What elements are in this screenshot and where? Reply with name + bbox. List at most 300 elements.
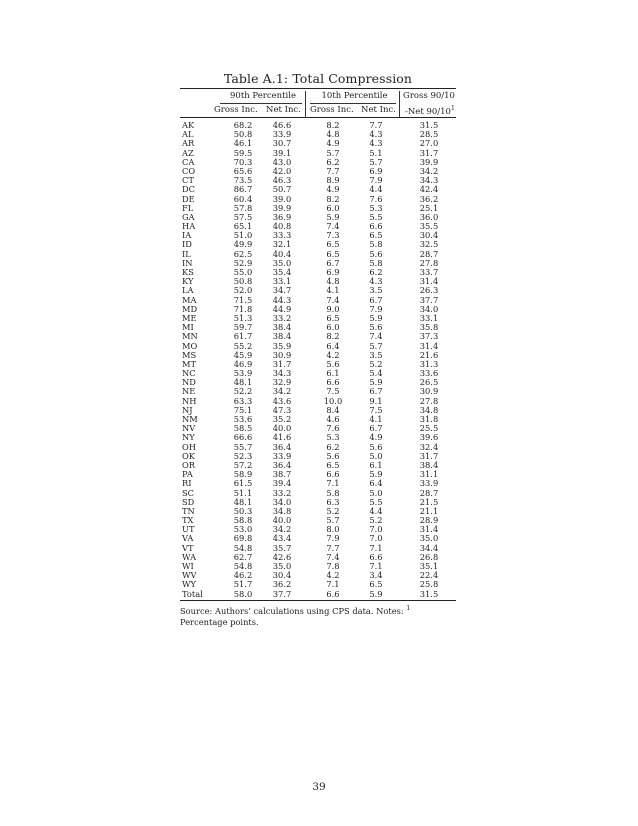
cell-gross-90: 49.9 [233,239,253,250]
cell-state: RI [182,478,192,489]
header-net-inc-10: Net Inc. [361,105,396,115]
table-row [180,507,456,516]
cell-gap: 31.8 [419,414,439,424]
cell-gross-10: 5.7 [326,147,340,158]
cell-net-90: 30.4 [272,570,292,581]
cell-gross-10: 7.7 [326,542,340,553]
cell-net-90: 40.8 [272,221,292,232]
cell-gap: 21.1 [419,505,439,516]
cell-net-90: 33.9 [272,450,292,461]
cell-state: OK [182,450,196,461]
cell-gross-90: 57.5 [233,211,253,222]
cell-net-90: 46.3 [272,175,292,186]
column-separator-1 [305,91,306,117]
cell-gap: 27.8 [419,395,439,406]
cell-gross-10: 4.2 [326,570,340,581]
cell-state: IL [182,248,191,259]
cell-state: TX [182,515,194,526]
cell-gap: 27.0 [419,138,439,149]
cell-net-10: 5.2 [369,358,383,369]
header-gap-line1: Gross 90/10 [403,91,455,101]
cell-net-90: 35.0 [272,257,292,268]
cell-gross-10: 8.9 [326,175,340,186]
cell-net-90: 39.0 [272,193,292,204]
header-90th-percentile: 90th Percentile [230,91,296,101]
cell-gross-90: 59.5 [233,147,253,158]
cell-gross-10: 6.3 [326,496,340,507]
cell-net-10: 6.7 [369,386,383,397]
cell-state: NY [182,432,195,443]
cell-net-90: 33.2 [272,487,292,498]
cell-net-10: 5.9 [369,312,383,323]
table-row [180,461,456,470]
cell-net-90: 35.9 [272,340,292,351]
table-row [180,544,456,553]
header-underline-10 [310,103,396,104]
cell-net-10: 5.2 [369,515,383,526]
cell-net-10: 5.0 [369,450,383,461]
cell-net-10: 3.4 [369,570,383,581]
table-row [180,185,456,194]
cell-gross-10: 7.4 [326,221,340,232]
cell-net-10: 9.1 [369,395,383,406]
cell-gross-10: 6.6 [326,377,340,388]
cell-net-10: 5.9 [369,377,383,388]
header-10th-percentile: 10th Percentile [321,91,388,101]
cell-state: WV [182,570,197,581]
cell-state: WA [182,551,197,562]
cell-net-90: 40.0 [272,423,292,434]
cell-gross-90: 62.7 [233,551,253,562]
cell-state: IA [182,230,192,241]
table-row [180,378,456,387]
cell-gross-90: 63.3 [233,395,253,406]
cell-gross-90: 52.2 [233,386,253,397]
cell-net-90: 33.9 [272,129,292,140]
cell-state: DE [182,193,195,204]
cell-state: ND [182,377,196,388]
cell-state: LA [182,285,194,296]
cell-gross-90: 65.1 [233,221,253,232]
cell-gross-90: 58.5 [233,423,253,434]
bottom-rule [180,600,456,601]
cell-gross-10: 6.2 [326,441,340,452]
cell-net-90: 34.7 [272,285,292,296]
cell-gross-10: 7.4 [326,551,340,562]
cell-net-90: 32.1 [272,239,292,250]
table-row [180,433,456,442]
cell-gross-10: 7.4 [326,294,340,305]
cell-gap: 33.6 [419,368,439,379]
cell-net-90: 43.4 [272,533,292,544]
cell-gross-90: 58.0 [233,588,253,599]
cell-gross-90: 69.8 [233,533,253,544]
cell-net-10: 6.6 [369,551,383,562]
cell-gross-10: 4.2 [326,349,340,360]
cell-net-90: 43.0 [272,156,292,167]
cell-state: NM [182,414,198,424]
page-number: 39 [312,781,326,793]
table-body [180,118,456,600]
cell-gap: 25.1 [419,202,439,213]
table-row [180,158,456,167]
cell-gross-10: 6.9 [326,267,340,277]
cell-state: GA [182,211,195,222]
cell-state: ME [182,312,197,323]
cell-state: NC [182,368,196,379]
table-row [180,305,456,314]
cell-state: ID [182,239,192,250]
cell-state: AR [182,138,195,149]
cell-net-10: 6.4 [369,478,383,489]
cell-gross-10: 6.6 [326,588,340,599]
cell-gross-10: 4.8 [326,129,340,140]
table-row [180,498,456,507]
cell-gross-10: 6.6 [326,469,340,480]
column-separator-2 [399,91,400,117]
cell-gross-10: 7.6 [326,423,340,434]
cell-net-90: 40.4 [272,248,292,259]
table-row [180,314,456,323]
cell-state: IN [182,257,193,268]
cell-gross-90: 53.0 [233,524,253,535]
cell-gross-90: 51.7 [233,579,253,590]
table-row [180,121,456,130]
table-row [180,590,456,599]
cell-gap: 28.9 [419,515,439,526]
cell-gross-10: 5.3 [326,432,340,443]
table-row [180,351,456,360]
table-row [180,195,456,204]
cell-gap: 28.7 [419,487,439,498]
cell-net-10: 5.9 [369,588,383,599]
cell-gap: 34.3 [419,175,439,186]
cell-gap: 26.8 [419,551,439,562]
cell-gap: 32.4 [419,441,439,452]
cell-gross-10: 6.4 [326,340,340,351]
cell-net-90: 35.4 [272,267,292,277]
cell-net-10: 7.0 [369,524,383,535]
table-note: Source: Authors’ calculations using CPS data. Notes: $^1$ Percentage points. [180,604,411,627]
header-net-inc-90: Net Inc. [266,105,301,115]
table-row [180,387,456,396]
header-gross-inc-90: Gross Inc. [214,105,258,115]
cell-gap: 38.4 [419,459,439,470]
cell-net-10: 7.4 [369,331,383,342]
cell-net-90: 38.4 [272,322,292,333]
cell-state: MI [182,322,194,333]
table-row [180,250,456,259]
cell-net-10: 7.1 [369,561,383,571]
cell-gross-90: 54.8 [233,561,253,571]
cell-gap: 37.7 [419,294,439,305]
cell-state: FL [182,202,194,213]
cell-net-10: 6.9 [369,165,383,176]
cell-gap: 39.9 [419,156,439,167]
cell-state: AL [182,129,194,140]
cell-net-90: 41.6 [272,432,292,443]
cell-state: KS [182,267,194,277]
cell-state: MO [182,340,198,351]
table-row [180,424,456,433]
cell-gross-10: 7.1 [326,478,340,489]
cell-gross-90: 70.3 [233,156,253,167]
table-header [180,89,456,117]
table-row [180,286,456,295]
cell-gross-90: 58.8 [233,515,253,526]
cell-gross-90: 57.2 [233,459,253,470]
table-row [180,571,456,580]
cell-gross-10: 8.2 [326,120,340,130]
cell-net-10: 4.3 [369,129,383,140]
note-footnote-mark: 1 [406,604,411,612]
cell-gross-10: 6.5 [326,312,340,323]
cell-state: NV [182,423,196,434]
cell-state: MA [182,294,197,305]
cell-net-90: 34.8 [272,505,292,516]
table-row [180,443,456,452]
cell-net-10: 6.5 [369,230,383,241]
cell-state: MS [182,349,197,360]
cell-gap: 25.8 [419,579,439,590]
cell-gross-90: 71.8 [233,303,253,314]
cell-state: OR [182,459,196,470]
cell-gap: 34.0 [419,303,439,314]
cell-gross-10: 4.9 [326,184,340,195]
cell-net-10: 5.6 [369,441,383,452]
cell-gross-10: 7.8 [326,561,340,571]
table-row [180,204,456,213]
cell-net-90: 40.0 [272,515,292,526]
cell-gross-10: 4.1 [326,285,340,296]
cell-gap: 30.4 [419,230,439,241]
table-row [180,562,456,571]
cell-gross-10: 5.6 [326,450,340,461]
cell-net-10: 5.9 [369,469,383,480]
cell-gross-90: 52.9 [233,257,253,268]
cell-gap: 21.5 [419,496,439,507]
cell-gross-90: 54.8 [233,542,253,553]
cell-state: MD [182,303,198,314]
cell-net-90: 35.2 [272,414,292,424]
cell-gap: 37.3 [419,331,439,342]
cell-net-10: 7.7 [369,120,383,130]
cell-gap: 22.4 [419,570,439,581]
cell-gross-10: 4.6 [326,414,340,424]
cell-state: Total [182,588,203,599]
cell-net-90: 39.1 [272,147,292,158]
cell-net-10: 4.1 [369,414,383,424]
cell-gap: 36.2 [419,193,439,204]
cell-net-10: 7.9 [369,175,383,186]
cell-gross-90: 60.4 [233,193,253,204]
cell-net-90: 39.9 [272,202,292,213]
cell-net-10: 5.5 [369,496,383,507]
table-row [180,277,456,286]
cell-net-90: 34.0 [272,496,292,507]
cell-state: WI [182,561,194,571]
cell-gross-90: 50.8 [233,276,253,287]
cell-gap: 34.4 [419,542,439,553]
cell-net-10: 4.4 [369,184,383,195]
cell-net-90: 30.7 [272,138,292,149]
cell-gross-10: 6.5 [326,459,340,470]
table-row [180,231,456,240]
cell-net-10: 6.2 [369,267,383,277]
header-underline-90 [220,103,302,104]
cell-gap: 42.4 [419,184,439,195]
cell-gross-10: 8.2 [326,331,340,342]
cell-net-10: 5.0 [369,487,383,498]
cell-net-10: 7.6 [369,193,383,204]
cell-state: DC [182,184,196,195]
cell-net-10: 5.6 [369,248,383,259]
cell-gap: 31.4 [419,276,439,287]
table-container [180,71,456,628]
cell-gap: 25.5 [419,423,439,434]
cell-gross-90: 46.2 [233,570,253,581]
table-row [180,130,456,139]
cell-gross-90: 55.7 [233,441,253,452]
cell-gross-10: 6.2 [326,156,340,167]
cell-gap: 31.7 [419,147,439,158]
cell-gross-90: 46.1 [233,138,253,149]
cell-net-90: 44.9 [272,303,292,314]
cell-net-90: 38.4 [272,331,292,342]
table-row [180,553,456,562]
table-row [180,369,456,378]
cell-gross-10: 4.8 [326,276,340,287]
table-caption: Table A.1: Total Compression [223,71,413,86]
cell-state: VT [182,542,194,553]
cell-net-90: 37.7 [272,588,292,599]
cell-net-90: 46.6 [272,120,292,130]
cell-gross-10: 6.5 [326,248,340,259]
cell-gap: 31.4 [419,524,439,535]
cell-gross-90: 57.8 [233,202,253,213]
cell-gross-90: 51.0 [233,230,253,241]
cell-gross-90: 71.5 [233,294,253,305]
cell-gap: 33.1 [419,312,439,323]
cell-net-90: 34.3 [272,368,292,379]
cell-net-10: 6.6 [369,221,383,232]
cell-gap: 21.6 [419,349,439,360]
cell-state: WY [182,579,197,590]
cell-gross-10: 8.4 [326,404,340,415]
cell-gap: 34.2 [419,165,439,176]
cell-net-10: 4.4 [369,505,383,516]
cell-gap: 35.8 [419,322,439,333]
cell-net-10: 4.3 [369,276,383,287]
cell-gross-90: 50.3 [233,505,253,516]
table-row [180,167,456,176]
cell-net-10: 5.3 [369,202,383,213]
cell-gap: 31.4 [419,340,439,351]
cell-net-10: 7.0 [369,533,383,544]
cell-net-90: 34.2 [272,524,292,535]
cell-gap: 34.8 [419,404,439,415]
cell-state: PA [182,469,193,480]
cell-gross-90: 75.1 [233,404,253,415]
cell-state: MT [182,358,197,369]
cell-gross-10: 6.1 [326,368,340,379]
cell-gap: 31.1 [419,469,439,480]
cell-gross-10: 6.7 [326,257,340,268]
table-row [180,259,456,268]
cell-net-10: 6.1 [369,459,383,470]
table-row [180,332,456,341]
table-row [180,406,456,415]
cell-net-90: 33.3 [272,230,292,241]
cell-gross-10: 5.6 [326,358,340,369]
cell-gap: 39.6 [419,432,439,443]
cell-net-90: 35.0 [272,561,292,571]
cell-gross-10: 10.0 [323,395,343,406]
table-row [180,415,456,424]
cell-gap: 26.5 [419,377,439,388]
cell-net-90: 34.2 [272,386,292,397]
cell-net-10: 5.7 [369,340,383,351]
cell-state: AK [182,120,195,130]
cell-net-10: 3.5 [369,285,383,296]
cell-gross-10: 5.9 [326,211,340,222]
cell-gross-90: 52.0 [233,285,253,296]
cell-state: SC [182,487,195,498]
cell-state: HA [182,221,196,232]
cell-gross-10: 6.0 [326,322,340,333]
cell-net-90: 44.3 [272,294,292,305]
table-row [180,139,456,148]
cell-net-90: 36.2 [272,579,292,590]
cell-net-10: 7.5 [369,404,383,415]
cell-net-90: 36.9 [272,211,292,222]
cell-gap: 27.8 [419,257,439,268]
table-row [180,360,456,369]
cell-gross-90: 46.9 [233,358,253,369]
cell-gross-90: 45.9 [233,349,253,360]
cell-net-90: 36.4 [272,441,292,452]
cell-gap: 35.5 [419,221,439,232]
cell-gap: 31.5 [419,588,439,599]
cell-net-90: 38.7 [272,469,292,480]
table-row [180,489,456,498]
table-row [180,213,456,222]
cell-gross-90: 48.1 [233,377,253,388]
cell-gross-10: 8.0 [326,524,340,535]
header-gap-footnote-mark: 1 [450,105,455,112]
cell-state: CA [182,156,195,167]
table-row [180,342,456,351]
cell-state: CO [182,165,196,176]
table-row [180,525,456,534]
cell-net-90: 35.7 [272,542,292,553]
cell-gross-10: 7.3 [326,230,340,241]
table-row [180,323,456,332]
table-row [180,397,456,406]
cell-gross-10: 8.2 [326,193,340,204]
cell-gap: 36.0 [419,211,439,222]
cell-state: CT [182,175,194,186]
cell-net-10: 6.7 [369,423,383,434]
cell-net-10: 5.7 [369,156,383,167]
cell-gap: 33.7 [419,267,439,277]
cell-state: AZ [182,147,194,158]
table-row [180,470,456,479]
cell-state: OH [182,441,197,452]
cell-gross-10: 5.8 [326,487,340,498]
cell-gap: 35.1 [419,561,439,571]
cell-state: NH [182,395,197,406]
